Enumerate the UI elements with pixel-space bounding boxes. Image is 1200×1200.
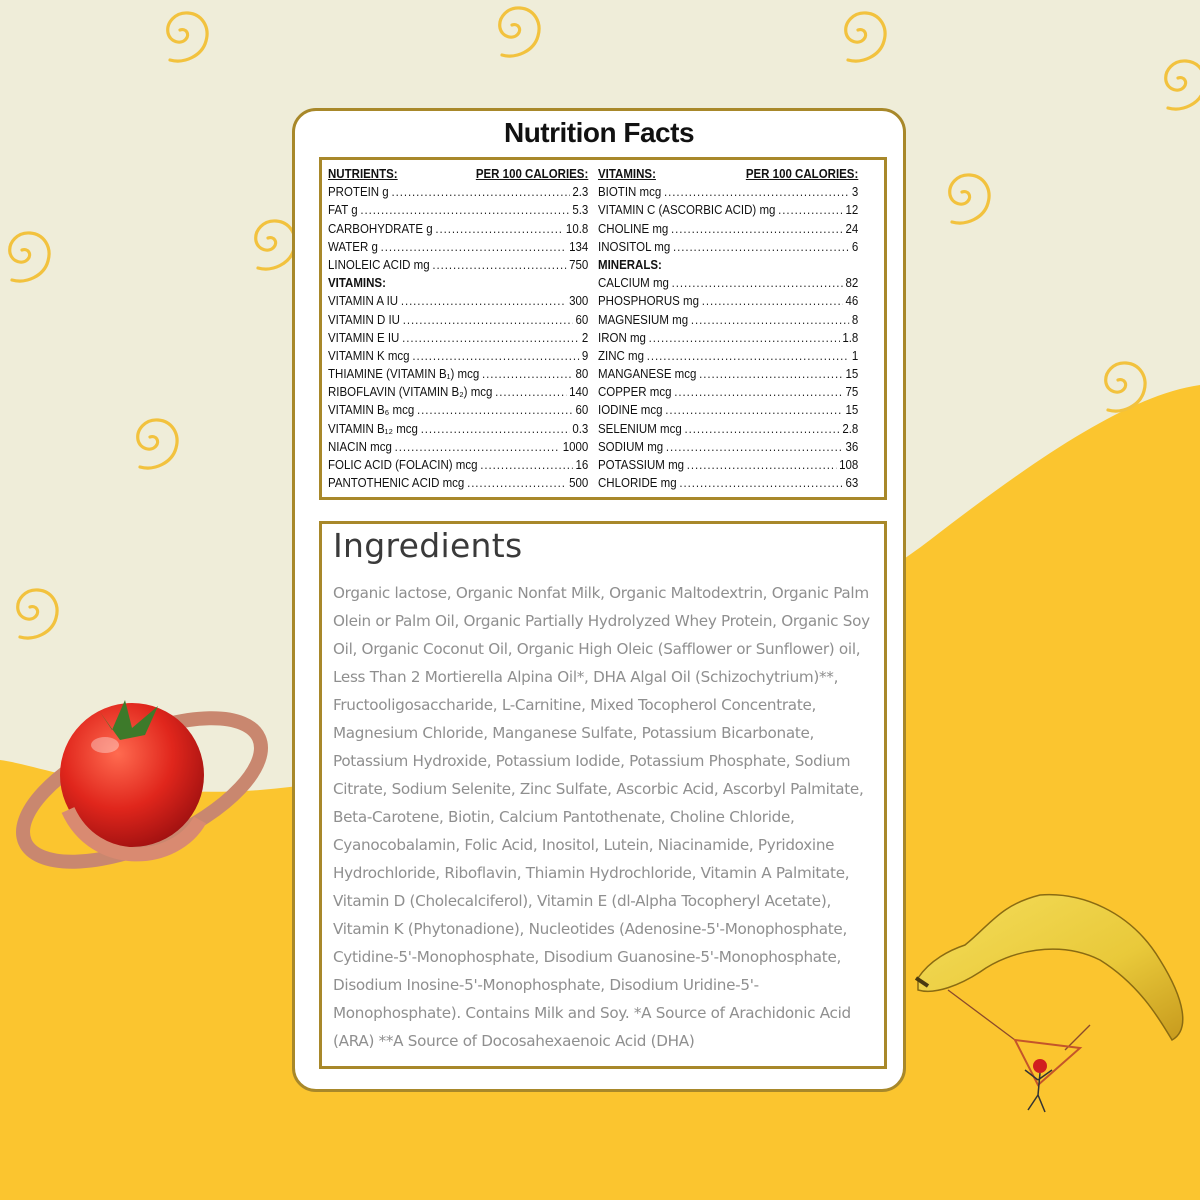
dot-leader bbox=[360, 203, 569, 217]
nutrient-value: 24 bbox=[845, 221, 859, 236]
nutrient-label: RIBOFLAVIN (VITAMIN B₂) mcg bbox=[328, 385, 493, 400]
nutrient-value: 2.3 bbox=[572, 185, 589, 200]
nutrient-value: 1000 bbox=[562, 439, 589, 454]
nutrition-card bbox=[292, 108, 906, 1092]
dot-leader bbox=[702, 294, 843, 308]
nutrient-row bbox=[328, 385, 588, 403]
nutrient-value: 6 bbox=[851, 239, 859, 254]
dot-leader bbox=[699, 367, 843, 381]
nutrient-row bbox=[598, 422, 858, 440]
nutrient-label: VITAMIN E IU bbox=[328, 330, 400, 345]
nutrient-value: 300 bbox=[569, 294, 589, 309]
nutrient-row bbox=[328, 440, 588, 458]
nutrient-label: POTASSIUM mg bbox=[598, 458, 685, 472]
section-heading bbox=[328, 276, 588, 294]
dot-leader bbox=[684, 422, 839, 436]
nutrient-label: PHOSPHORUS mg bbox=[598, 294, 699, 309]
dot-leader bbox=[467, 476, 566, 490]
dot-leader bbox=[671, 222, 843, 236]
ingredients-box bbox=[319, 521, 887, 1069]
nutrient-row bbox=[598, 385, 858, 403]
nutrient-row bbox=[598, 331, 858, 349]
nutrient-label: VITAMIN B₆ mcg bbox=[328, 403, 415, 418]
nutrient-value: 63 bbox=[845, 476, 859, 491]
nutrient-value: 750 bbox=[569, 257, 589, 272]
nutrient-row bbox=[598, 185, 858, 203]
nutrient-value: 0.3 bbox=[572, 421, 589, 436]
nutrient-value: 108 bbox=[839, 458, 859, 472]
nutrient-row bbox=[598, 367, 858, 385]
dot-leader bbox=[381, 240, 567, 254]
nutrient-row bbox=[328, 203, 588, 221]
dot-leader bbox=[412, 349, 579, 363]
nutrient-label: PROTEIN g bbox=[328, 185, 389, 200]
column-header bbox=[598, 167, 858, 185]
vitamins-minerals-column bbox=[598, 167, 860, 494]
nutrient-label: SODIUM mg bbox=[598, 439, 664, 454]
nutrient-row bbox=[328, 294, 588, 312]
nutrient-row bbox=[598, 276, 858, 294]
nutrient-value: 5.3 bbox=[572, 203, 589, 218]
nutrient-value: 15 bbox=[845, 403, 859, 418]
nutrient-row bbox=[328, 349, 588, 367]
nutrient-row bbox=[598, 313, 858, 331]
nutrient-value: 500 bbox=[569, 476, 589, 491]
nutrient-value: 140 bbox=[569, 385, 589, 400]
nutrient-row bbox=[598, 458, 858, 476]
dot-leader bbox=[649, 331, 840, 345]
nutrient-row bbox=[328, 185, 588, 203]
nutrient-label: CHOLINE mg bbox=[598, 221, 669, 236]
nutrient-row bbox=[328, 258, 588, 276]
nutrient-label: ZINC mg bbox=[598, 348, 644, 363]
dot-leader bbox=[403, 313, 573, 327]
nutrient-row bbox=[328, 422, 588, 440]
nutrient-label: CARBOHYDRATE g bbox=[328, 221, 433, 236]
nutrient-value: 60 bbox=[575, 403, 589, 418]
nutrient-label: COPPER mcg bbox=[598, 385, 672, 400]
section-heading bbox=[598, 258, 858, 276]
dot-leader bbox=[395, 440, 560, 454]
nutrient-label: VITAMIN C (ASCORBIC ACID) mg bbox=[598, 203, 776, 218]
dot-leader bbox=[417, 403, 573, 417]
nutrient-row bbox=[598, 294, 858, 312]
nutrient-value: 10.8 bbox=[565, 221, 589, 236]
nutrient-row bbox=[328, 476, 588, 494]
nutrient-value: 36 bbox=[845, 439, 859, 454]
nutrient-value: 82 bbox=[845, 276, 859, 291]
nutrient-row bbox=[328, 458, 588, 476]
dot-leader bbox=[674, 385, 843, 399]
nutrient-row bbox=[328, 331, 588, 349]
nutrient-value: 12 bbox=[845, 203, 859, 218]
nutrients-column bbox=[328, 167, 590, 494]
dot-leader bbox=[687, 458, 837, 472]
nutrient-label: FOLIC ACID (FOLACIN) mcg bbox=[328, 458, 478, 472]
nutrient-label: PANTOTHENIC ACID mcg bbox=[328, 476, 465, 491]
dot-leader bbox=[672, 276, 843, 290]
nutrient-row bbox=[598, 440, 858, 458]
nutrient-label: SELENIUM mcg bbox=[598, 421, 682, 436]
nutrient-value: 15 bbox=[845, 367, 859, 382]
nutrient-label: MAGNESIUM mg bbox=[598, 312, 689, 327]
nutrient-label: VITAMINS: bbox=[328, 276, 386, 291]
nutrient-label: NUTRIENTS: bbox=[328, 167, 398, 181]
nutrient-row bbox=[598, 203, 858, 221]
nutrient-label: IRON mg bbox=[598, 330, 646, 345]
nutrient-label: VITAMIN D IU bbox=[328, 312, 400, 327]
nutrient-row bbox=[598, 240, 858, 258]
nutrient-value: 75 bbox=[845, 385, 859, 400]
dot-leader bbox=[402, 331, 579, 345]
nutrient-value: 134 bbox=[569, 239, 589, 254]
per-100-calories-label: PER 100 CALORIES: bbox=[475, 167, 589, 181]
dot-leader bbox=[421, 422, 570, 436]
per-100-calories-label: PER 100 CALORIES: bbox=[745, 167, 859, 181]
nutrient-label: IODINE mcg bbox=[598, 403, 663, 418]
nutrient-row bbox=[328, 367, 588, 385]
dot-leader bbox=[401, 294, 567, 308]
nutrient-value: 2 bbox=[581, 330, 589, 345]
dot-leader bbox=[391, 185, 569, 199]
nutrient-label: CHLORIDE mg bbox=[598, 476, 677, 491]
nutrient-row bbox=[598, 403, 858, 421]
nutrient-value: 16 bbox=[575, 458, 589, 472]
nutrient-value: 1 bbox=[851, 348, 859, 363]
nutrient-value: 2.8 bbox=[842, 421, 859, 436]
nutrient-label: INOSITOL mg bbox=[598, 239, 671, 254]
nutrient-label: VITAMIN A IU bbox=[328, 294, 399, 309]
nutrient-row bbox=[598, 349, 858, 367]
nutrient-value: 1.8 bbox=[842, 330, 859, 345]
dot-leader bbox=[495, 385, 566, 399]
nutrient-row bbox=[328, 313, 588, 331]
nutrient-value: 3 bbox=[851, 185, 859, 200]
dot-leader bbox=[691, 313, 849, 327]
dot-leader bbox=[778, 203, 843, 217]
dot-leader bbox=[665, 403, 842, 417]
nutrient-value: 60 bbox=[575, 312, 589, 327]
nutrient-label: MINERALS: bbox=[598, 257, 662, 272]
nutrient-row bbox=[598, 476, 858, 494]
nutrient-label: VITAMIN B₁₂ mcg bbox=[328, 421, 418, 436]
nutrient-label: THIAMINE (VITAMIN B₁) mcg bbox=[328, 367, 480, 382]
nutrient-label: WATER g bbox=[328, 239, 378, 254]
dot-leader bbox=[673, 240, 849, 254]
nutrient-label: LINOLEIC ACID mg bbox=[328, 257, 430, 272]
ingredients-text: Organic lactose, Organic Nonfat Milk, Organic Maltodextrin, Organic Palm Olein or Palm Oil, Organic Partially Hydrolyzed Whey Protein, Organic Soy Oil, Organic Coconut Oil, Organic High Oleic (Safflower or Sunflower) oil, Less Than 2 Mortierella Alpina Oil*, DHA Algal Oil (Schizochytrium)**, Fructooligosaccharide, L-Carnitine, Mixed Tocopherol Concentrate, Magnesium Chloride, Manganese Sulfate, Potassium Bicarbonate, Potassium Hydroxide, Potassium Iodide, Potassium Phosphate, Sodium Citrate, Sodium Selenite, Zinc Sulfate, Ascorbic Acid, Ascorbyl Palmitate, Beta-Carotene, Biotin, Calcium Pantothenate, Choline Chloride, Cyanocobalamin, Folic Acid, Inositol, Lutein, Niacinamide, Pyridoxine Hydrochloride, Riboflavin, Thiamin Hydrochloride, Vitamin A Palmitate, Vitamin D (Cholecalciferol), Vitamin E (dl-Alpha Tocopheryl Acetate), Vitamin K (Phytonadione), Nucleotides (Adenosine-5'-Monophosphate, Cytidine-5'-Monophosphate, Disodium Guanosine-5'-Monophosphate, Disodium Inosine-5'-Monophosphate, Disodium Uridine-5'-Monophosphate). Contains Milk and Soy. *A Source of Arachidonic Acid (ARA) **A Source of Docosahexaenoic Acid (DHA) bbox=[333, 584, 870, 1050]
nutrient-row bbox=[598, 222, 858, 240]
dot-leader bbox=[480, 458, 572, 472]
dot-leader bbox=[482, 367, 573, 381]
nutrient-row bbox=[328, 240, 588, 258]
nutrient-label: NIACIN mcg bbox=[328, 439, 392, 454]
nutrient-label: VITAMINS: bbox=[598, 167, 656, 181]
dot-leader bbox=[647, 349, 849, 363]
nutrient-value: 9 bbox=[581, 348, 589, 363]
dot-leader bbox=[666, 440, 843, 454]
dot-leader bbox=[679, 476, 842, 490]
nutrient-row bbox=[328, 403, 588, 421]
nutrient-label: FAT g bbox=[328, 203, 358, 218]
dot-leader bbox=[435, 222, 563, 236]
nutrition-facts-title: Nutrition Facts bbox=[503, 117, 695, 148]
nutrient-label: CALCIUM mg bbox=[598, 276, 669, 291]
nutrition-table bbox=[319, 157, 887, 500]
nutrient-label: VITAMIN K mcg bbox=[328, 348, 410, 363]
dot-leader bbox=[664, 185, 849, 199]
ingredients-title: Ingredients bbox=[333, 526, 523, 565]
column-header bbox=[328, 167, 588, 185]
nutrient-label: BIOTIN mcg bbox=[598, 185, 662, 200]
nutrient-row bbox=[328, 222, 588, 240]
dot-leader bbox=[432, 258, 566, 272]
nutrient-value: 80 bbox=[575, 367, 589, 382]
nutrient-label: MANGANESE mcg bbox=[598, 367, 697, 382]
nutrient-value: 8 bbox=[851, 312, 859, 327]
nutrient-value: 46 bbox=[845, 294, 859, 309]
